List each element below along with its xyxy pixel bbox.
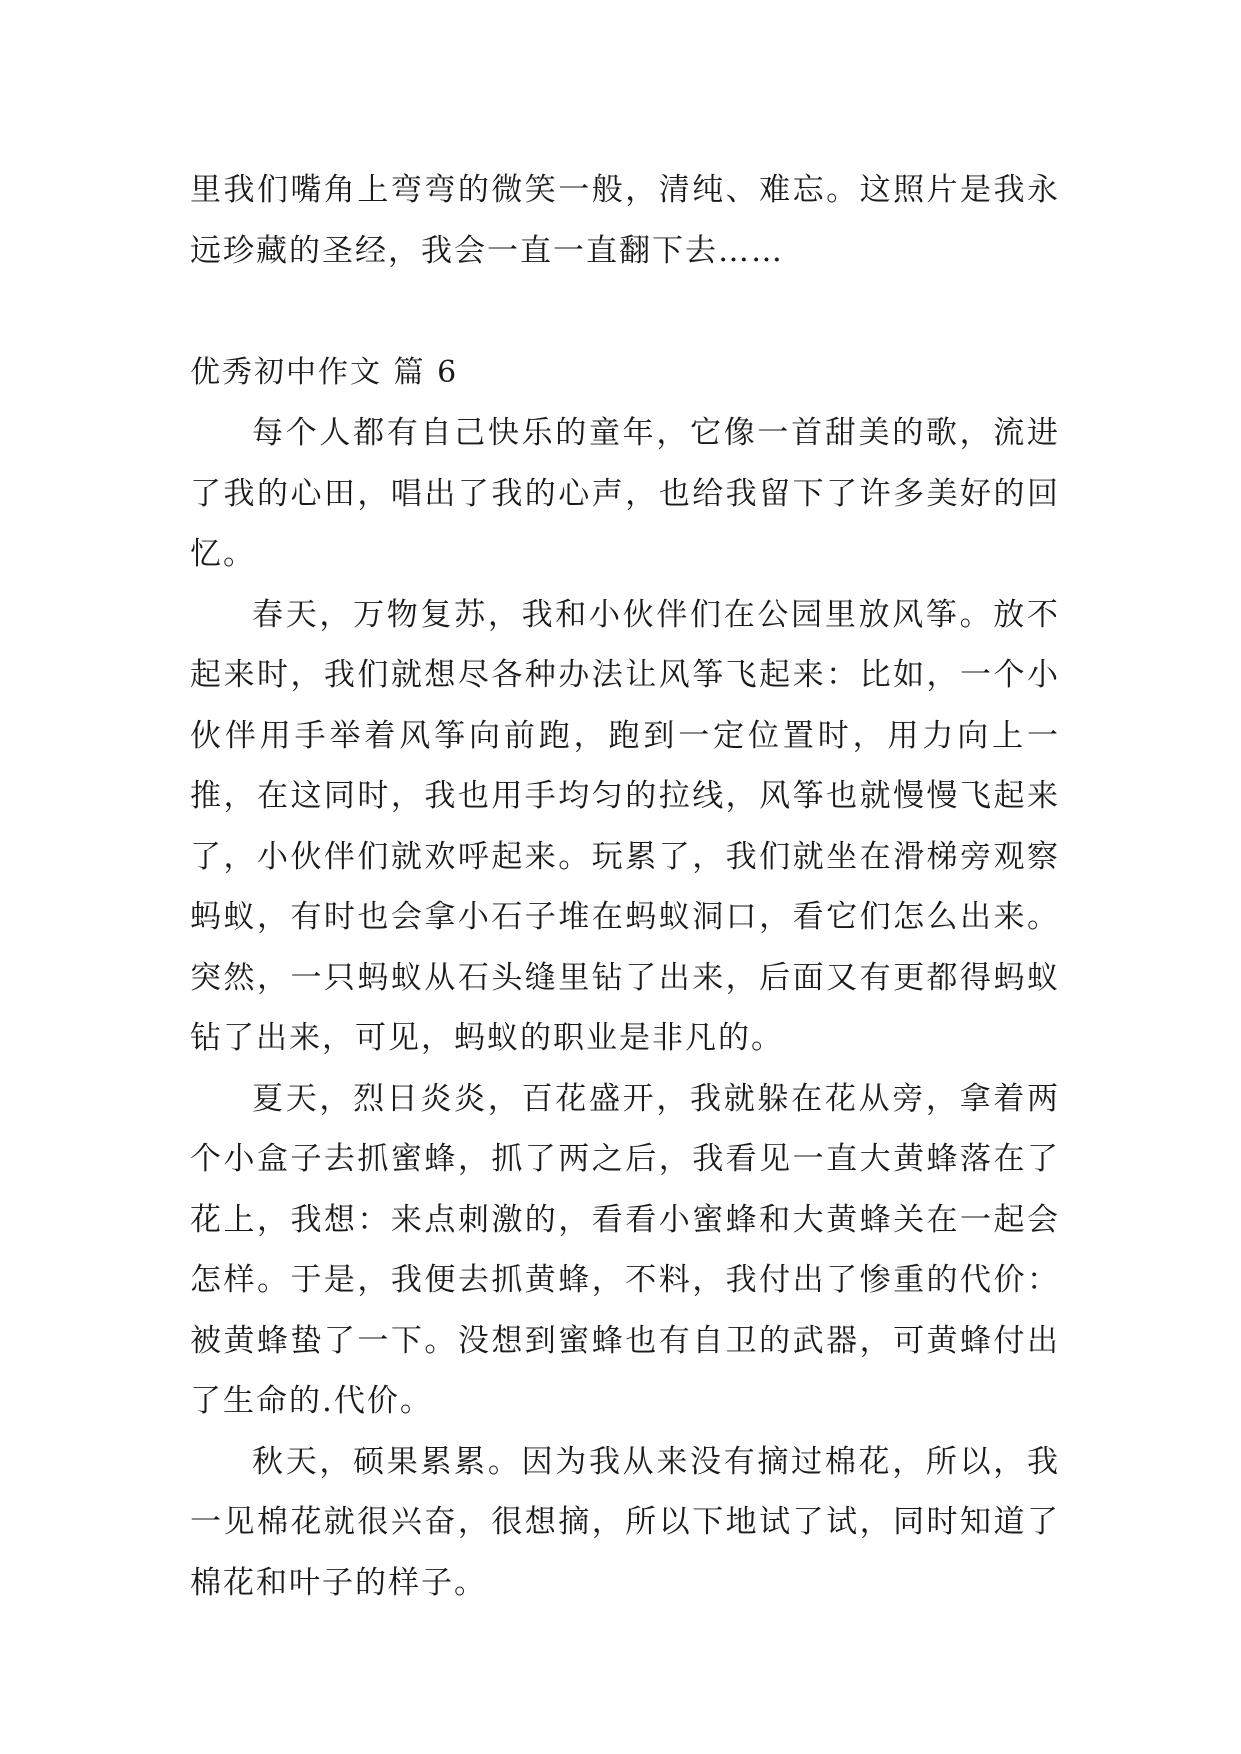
paragraph-intro: 每个人都有自己快乐的童年，它像一首甜美的歌，流进了我的心田，唱出了我的心声，也给我留下了许多美好的回忆。 xyxy=(190,415,1060,572)
document-body xyxy=(190,160,1060,1613)
paragraph-summer: 夏天，烈日炎炎，百花盛开，我就躲在花从旁，拿着两个小盒子去抓蜜蜂，抓了两之后，我看见一直大黄蜂落在了花上，我想：来点刺激的，看看小蜜蜂和大黄蜂关在一起会怎样。于是，我便去抓黄蜂，不料，我付出了惨重的代价：被黄蜂蛰了一下。没想到蜜蜂也有自卫的武器，可黄蜂付出了生命的.代价。 xyxy=(190,1080,1060,1419)
continued-paragraph: 里我们嘴角上弯弯的微笑一般，清纯、难忘。这照片是我永远珍藏的圣经，我会一直一直翻下去…… xyxy=(190,172,1060,269)
section-heading: 优秀初中作文 篇 6 xyxy=(190,355,459,390)
paragraph-spring: 春天，万物复苏，我和小伙伴们在公园里放风筝。放不起来时，我们就想尽各种办法让风筝飞起来：比如，一个小伙伴用手举着风筝向前跑，跑到一定位置时，用力向上一推，在这同时，我也用手均匀的拉线，风筝也就慢慢飞起来了，小伙伴们就欢呼起来。玩累了，我们就坐在滑梯旁观察蚂蚁，有时也会拿小石子堆在蚂蚁洞口，看它们怎么出来。突然，一只蚂蚁从石头缝里钻了出来，后面又有更都得蚂蚁钻了出来，可见，蚂蚁的职业是非凡的。 xyxy=(190,596,1060,1056)
paragraph-autumn: 秋天，硕果累累。因为我从来没有摘过棉花，所以，我一见棉花就很兴奋，很想摘，所以下地试了试，同时知道了棉花和叶子的样子。 xyxy=(190,1443,1060,1601)
